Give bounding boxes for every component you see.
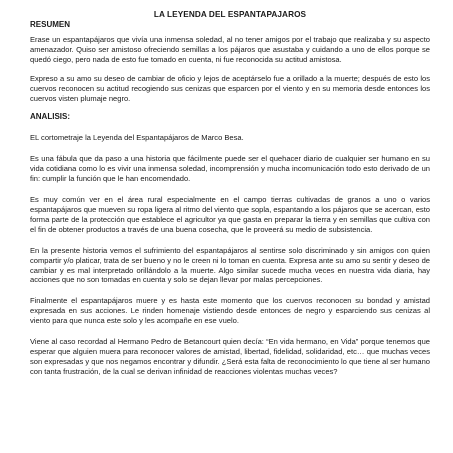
document-page [30, 10, 430, 377]
resumen-paragraph-2: Expreso a su amo su deseo de cambiar de oficio y lejos de aceptárselo fue a orillado a la muerte; después de esto los cuervos reconocen su actitud recogiendo sus cenizas que esparcen por el viento y en su memoria desde entonces los cuervos visten plumaje negro. [30, 73, 430, 103]
analisis-paragraph-2: Es una fábula que da paso a una historia que fácilmente puede ser el quehacer diario de cualquier ser humano en su vida cotidiana como lo es vivir una inmensa soledad, incomprensión y mucha incomunicación todo esto derivado de un fin: cumplir la función que le han encomendado. [30, 154, 430, 184]
resumen-heading: RESUMEN [30, 20, 71, 29]
analisis-paragraph-4: En la presente historia vemos el sufrimiento del espantapájaros al sentirse solo discriminado y sin amigos con quien compartir y/o platicar, trata de ser bueno y no le creen ni lo toman en cuenta. Expresa ante su amo su sentir y deseo de cambiar y es mal interpretado orillándolo a la muerte. Algo similar sucede mucha veces en nuestra vida diaria, hay acciones que no son tomadas en cuenta y solo se dejan llevar por malas percepciones. [30, 245, 430, 285]
resumen-paragraph-1: Erase un espantapájaros que vivía una inmensa soledad, al no tener amigos por el trabajo que realizaba y su aspecto amenazador. Quiso ser amistoso ofreciendo semillas a los pájaros que asustaba y cuidando a uno de ellos porque se quedó ciego, pero nada de esto fue tomado en cuenta, ni fue reconocida su actitud amistosa. [30, 35, 430, 64]
analisis-paragraph-6: Viene al caso recordad al Hermano Pedro de Betancourt quien decía: “En vida hermano, en Vida” porque tenemos que esperar que alguien muera para reconocer valores de amistad, libertad, fidelidad, solidaridad, etc… que muchas veces son expresadas y que nos negamos encontrar y difundir. ¿Será esta falta de reconocimiento lo que tiene al ser humano con tanta frustración, de la cual se derivan infinidad de reacciones violentas muchas veces? [30, 337, 430, 376]
document-title: LA LEYENDA DEL ESPANTAPAJAROS [153, 10, 307, 19]
analisis-heading: ANALISIS: [30, 112, 70, 122]
analisis-paragraph-1: EL cortometraje la Leyenda del Espantapájaros de Marco Besa. [30, 133, 244, 143]
analisis-paragraph-3: Es muy común ver en el área rural especialmente en el campo tierras cultivadas de granos a uno o varios espantapájaros que mueven su ropa ligera al ritmo del viento que sopla, espantando a los pájaros que se acercan, esto forma parte de la protección que establece el agricultor ya que gasta en preparar la tierra y en semillas que cultiva con el fin de obtener productos a través de una buena cosecha, que le proveerá su medio de subsistencia. [30, 195, 430, 234]
analisis-paragraph-5: Finalmente el espantapájaros muere y es hasta este momento que los cuervos reconocen su bondad y amistad expresada en sus acciones. Le rinden homenaje vistiendo desde entonces de negro y esparciendo sus cenizas al viento para que nunca este solo y les acompañe en ese vuelo. [30, 296, 430, 326]
